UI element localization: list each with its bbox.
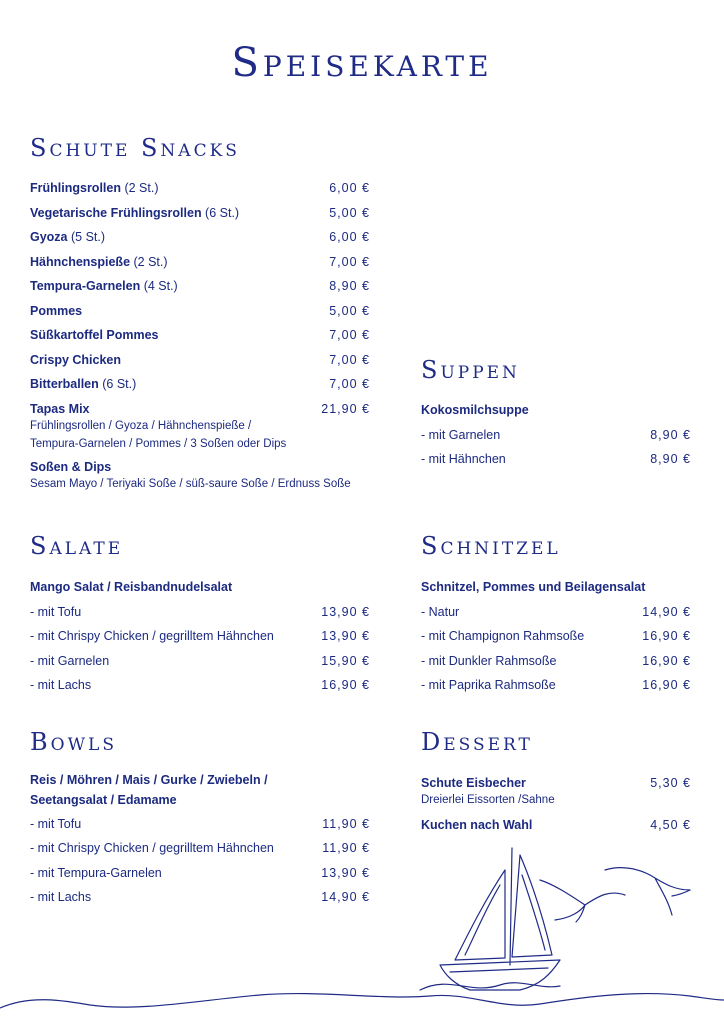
boat-mast <box>510 848 512 965</box>
option-label: - mit Paprika Rahmsoße <box>421 678 556 692</box>
option-label: - mit Tofu <box>30 816 82 831</box>
item-name: Pommes <box>30 303 83 318</box>
section-title-bowls: Bowls <box>30 728 117 756</box>
option-price: 16,90 € <box>321 678 370 692</box>
option-price: 13,90 € <box>321 604 370 619</box>
item-heading: Kokosmilchsuppe <box>421 403 529 417</box>
boat-hull-line <box>450 968 548 972</box>
section-title-dessert: Dessert <box>421 728 533 756</box>
option-label: - mit Garnelen <box>421 427 501 442</box>
sail-front-inner <box>522 875 545 950</box>
item-heading: Mango Salat / Reisbandnudelsalat <box>30 580 233 594</box>
item-qty: (5 St.) <box>67 230 106 244</box>
section-title-schnitzel: Schnitzel <box>421 532 561 560</box>
menu-title: Speisekarte <box>231 40 493 86</box>
item-name: Hähnchenspieße <box>30 254 131 269</box>
option-price: 13,90 € <box>321 629 370 643</box>
option-label: - mit Dunkler Rahmsoße <box>421 653 557 668</box>
item-price: 7,00 € <box>329 352 370 367</box>
item-name: Kuchen nach Wahl <box>421 818 533 832</box>
item-price: 7,00 € <box>329 254 370 269</box>
item-price: 5,00 € <box>329 303 370 318</box>
item-price: 7,00 € <box>329 377 370 391</box>
item-name: Tapas Mix <box>30 401 90 416</box>
option-label: - mit Hähnchen <box>421 452 506 466</box>
item-name: Frühlingsrollen <box>30 181 121 195</box>
item-price: 4,50 € <box>650 818 691 832</box>
item-description: Dreierlei Eissorten /Sahne <box>421 794 555 806</box>
item-heading: Reis / Möhren / Mais / Gurke / Zwiebeln / <box>30 773 268 787</box>
option-price: 15,90 € <box>321 653 370 668</box>
option-price: 16,90 € <box>642 653 691 668</box>
item-name: Süßkartoffel Pommes <box>30 328 159 342</box>
option-price: 11,90 € <box>322 841 370 855</box>
option-label: - mit Tempura-Garnelen <box>30 865 162 880</box>
seagull-shape <box>605 868 690 915</box>
sail-main <box>455 870 505 960</box>
item-name: Bitterballen <box>30 377 99 391</box>
section-title-snacks: Schute Snacks <box>30 134 240 162</box>
option-price: 14,90 € <box>321 890 370 904</box>
option-price: 11,90 € <box>322 816 370 831</box>
option-label: - mit Chrispy Chicken / gegrilltem Hähnchen <box>30 841 274 855</box>
item-qty: (6 St.) <box>98 377 137 391</box>
item-description: Frühlingsrollen / Gyoza / Hähnchenspieße / <box>30 419 252 432</box>
option-label: - mit Lachs <box>30 890 92 904</box>
item-description: Tempura-Garnelen / Pommes / 3 Soßen oder Dips <box>30 437 287 450</box>
item-price: 6,00 € <box>329 181 370 195</box>
item-price: 7,00 € <box>329 328 370 342</box>
item-description: Sesam Mayo / Teriyaki Soße / süß-saure Soße / Erdnuss Soße <box>30 477 351 490</box>
item-qty: (2 St.) <box>130 254 168 269</box>
item-name: Soßen & Dips <box>30 459 112 474</box>
section-title-salate: Salate <box>30 532 124 560</box>
option-price: 8,90 € <box>650 427 691 442</box>
item-qty: (4 St.) <box>140 279 178 293</box>
item-heading: Seetangsalat / Edamame <box>30 792 177 807</box>
item-name: Vegetarische Frühlingsrollen <box>30 205 202 220</box>
item-heading: Schnitzel, Pommes und Beilagensalat <box>421 580 646 594</box>
item-price: 5,00 € <box>329 205 370 220</box>
option-label: - mit Lachs <box>30 678 92 692</box>
option-price: 8,90 € <box>650 452 691 466</box>
option-price: 14,90 € <box>642 604 691 619</box>
sail-main-inner <box>465 885 500 955</box>
item-name: Tempura-Garnelen <box>30 279 141 293</box>
wave-line <box>420 983 560 990</box>
item-name: Schute Eisbecher <box>421 776 526 790</box>
option-price: 16,90 € <box>642 629 691 643</box>
item-price: 5,30 € <box>650 776 691 790</box>
item-name: Crispy Chicken <box>30 352 122 367</box>
option-label: - mit Garnelen <box>30 653 110 668</box>
seagull-shape <box>540 880 625 922</box>
section-title-suppen: Suppen <box>421 356 520 384</box>
option-label: - mit Tofu <box>30 604 82 619</box>
option-label: - Natur <box>421 604 460 619</box>
item-qty: (6 St.) <box>201 205 240 220</box>
option-label: - mit Champignon Rahmsoße <box>421 629 585 643</box>
item-price: 6,00 € <box>329 230 370 244</box>
item-name: Gyoza <box>30 230 68 244</box>
item-qty: (2 St.) <box>120 181 159 195</box>
item-price: 8,90 € <box>329 279 370 293</box>
option-price: 16,90 € <box>642 678 691 692</box>
option-price: 13,90 € <box>321 865 370 880</box>
item-price: 21,90 € <box>321 401 370 416</box>
option-label: - mit Chrispy Chicken / gegrilltem Hähnchen <box>30 629 274 643</box>
wave-line <box>0 994 724 1008</box>
